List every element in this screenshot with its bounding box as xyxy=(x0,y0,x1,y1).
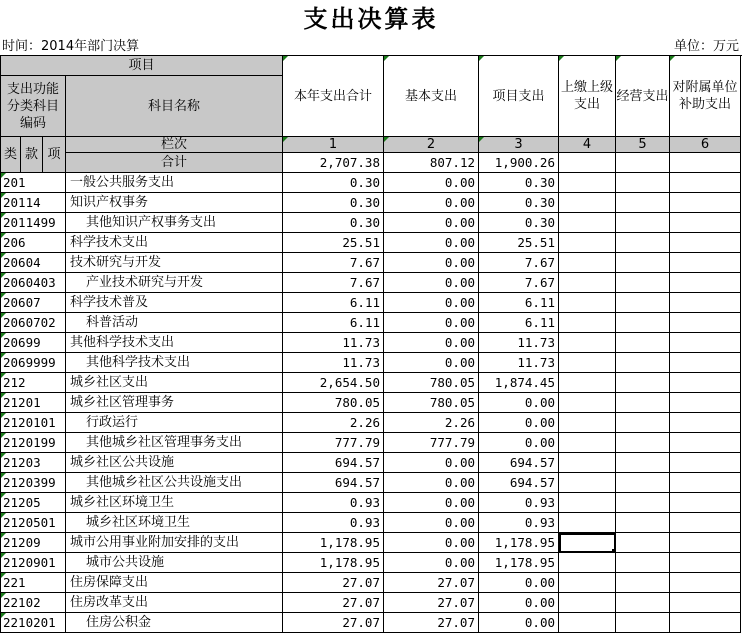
table-row xyxy=(1,573,741,593)
empty-cell[interactable] xyxy=(670,153,741,173)
header-xiang: 项 xyxy=(43,137,66,173)
row-operating[interactable] xyxy=(616,573,670,593)
row-project[interactable]: 0.00 xyxy=(479,393,559,413)
basic-sum[interactable]: 807.12 xyxy=(384,153,479,173)
table-row xyxy=(1,253,741,273)
row-total[interactable]: 1,178.95 xyxy=(283,553,384,573)
table-title: 支出决算表 xyxy=(303,4,439,33)
row-project[interactable]: 0.00 xyxy=(479,613,559,633)
expenditure-table xyxy=(0,55,741,633)
row-upper[interactable] xyxy=(559,193,616,213)
row-subsidy[interactable] xyxy=(670,453,741,473)
row-basic[interactable]: 0.00 xyxy=(384,173,479,193)
row-operating[interactable] xyxy=(616,213,670,233)
row-code[interactable]: 20699 xyxy=(1,333,66,353)
row-operating[interactable] xyxy=(616,373,670,393)
row-upper[interactable] xyxy=(559,173,616,193)
row-basic[interactable]: 0.00 xyxy=(384,513,479,533)
row-subsidy[interactable] xyxy=(670,433,741,453)
row-project[interactable]: 0.00 xyxy=(479,573,559,593)
header-lanci: 栏次 xyxy=(66,137,283,153)
row-subsidy[interactable] xyxy=(670,333,741,353)
row-basic[interactable]: 0.00 xyxy=(384,253,479,273)
row-code[interactable]: 2011499 xyxy=(1,213,66,233)
col-num-1: 1 xyxy=(283,137,384,153)
row-subsidy[interactable] xyxy=(670,613,741,633)
project-sum[interactable]: 1,900.26 xyxy=(479,153,559,173)
row-subject-name[interactable]: 其他科学技术支出 xyxy=(66,353,283,373)
row-code[interactable]: 21205 xyxy=(1,493,66,513)
total-sum[interactable]: 2,707.38 xyxy=(283,153,384,173)
row-upper[interactable] xyxy=(559,553,616,573)
row-upper[interactable] xyxy=(559,293,616,313)
row-operating[interactable] xyxy=(616,533,670,553)
table-row xyxy=(1,493,741,513)
table-row xyxy=(1,193,741,213)
row-total[interactable]: 27.07 xyxy=(283,573,384,593)
col-num-5: 5 xyxy=(616,137,670,153)
row-basic[interactable]: 0.00 xyxy=(384,313,479,333)
row-operating[interactable] xyxy=(616,613,670,633)
header-basic[interactable]: 基本支出 xyxy=(384,56,479,137)
row-basic[interactable]: 777.79 xyxy=(384,433,479,453)
row-upper[interactable] xyxy=(559,533,616,553)
row-upper[interactable] xyxy=(559,473,616,493)
row-project[interactable]: 0.30 xyxy=(479,213,559,233)
row-code[interactable]: 2060702 xyxy=(1,313,66,333)
table-row xyxy=(1,413,741,433)
row-subject-name[interactable]: 城乡社区公共设施 xyxy=(66,453,283,473)
row-subject-name[interactable]: 住房改革支出 xyxy=(66,593,283,613)
row-project[interactable]: 7.67 xyxy=(479,253,559,273)
header-code-group: 支出功能分类科目编码 xyxy=(1,76,66,137)
row-operating[interactable] xyxy=(616,233,670,253)
row-subsidy[interactable] xyxy=(670,493,741,513)
row-operating[interactable] xyxy=(616,553,670,573)
row-subsidy[interactable] xyxy=(670,213,741,233)
row-basic[interactable]: 0.00 xyxy=(384,553,479,573)
header-kuan: 款 xyxy=(21,137,43,173)
row-code[interactable]: 2120501 xyxy=(1,513,66,533)
row-subject-name[interactable]: 行政运行 xyxy=(66,413,283,433)
row-total[interactable]: 694.57 xyxy=(283,473,384,493)
unit-label: 单位：万元 xyxy=(673,39,739,54)
row-code[interactable]: 2210201 xyxy=(1,613,66,633)
row-subject-name[interactable]: 住房保障支出 xyxy=(66,573,283,593)
row-total[interactable]: 6.11 xyxy=(283,293,384,313)
row-project[interactable]: 0.93 xyxy=(479,493,559,513)
table-row xyxy=(1,533,741,553)
row-upper[interactable] xyxy=(559,213,616,233)
row-operating[interactable] xyxy=(616,393,670,413)
row-upper[interactable] xyxy=(559,333,616,353)
row-operating[interactable] xyxy=(616,473,670,493)
row-upper[interactable] xyxy=(559,273,616,293)
col-num-2: 2 xyxy=(384,137,479,153)
row-total[interactable]: 780.05 xyxy=(283,393,384,413)
row-basic[interactable]: 0.00 xyxy=(384,353,479,373)
row-project[interactable]: 6.11 xyxy=(479,293,559,313)
row-project[interactable]: 11.73 xyxy=(479,333,559,353)
row-code[interactable]: 20607 xyxy=(1,293,66,313)
row-total[interactable]: 2,654.50 xyxy=(283,373,384,393)
row-basic[interactable]: 0.00 xyxy=(384,233,479,253)
col-num-3: 3 xyxy=(479,137,559,153)
empty-cell[interactable] xyxy=(559,153,616,173)
row-operating[interactable] xyxy=(616,173,670,193)
row-project[interactable]: 7.67 xyxy=(479,273,559,293)
row-upper[interactable] xyxy=(559,513,616,533)
table-row xyxy=(1,293,741,313)
row-project[interactable]: 694.57 xyxy=(479,453,559,473)
info-row xyxy=(0,38,742,55)
row-total[interactable]: 0.30 xyxy=(283,213,384,233)
row-total[interactable]: 694.57 xyxy=(283,453,384,473)
row-subsidy[interactable] xyxy=(670,353,741,373)
row-subject-name[interactable]: 住房公积金 xyxy=(66,613,283,633)
row-subsidy[interactable] xyxy=(670,533,741,553)
row-upper[interactable] xyxy=(559,353,616,373)
row-total[interactable]: 25.51 xyxy=(283,233,384,253)
row-total[interactable]: 0.30 xyxy=(283,173,384,193)
row-basic[interactable]: 0.00 xyxy=(384,333,479,353)
row-subject-name[interactable]: 技术研究与开发 xyxy=(66,253,283,273)
row-subject-name[interactable]: 其他知识产权事务支出 xyxy=(66,213,283,233)
row-subject-name[interactable]: 科学技术支出 xyxy=(66,233,283,253)
empty-cell[interactable] xyxy=(616,153,670,173)
header-project-exp[interactable]: 项目支出 xyxy=(479,56,559,137)
row-subsidy[interactable] xyxy=(670,273,741,293)
row-upper[interactable] xyxy=(559,453,616,473)
row-code[interactable]: 2060403 xyxy=(1,273,66,293)
row-subsidy[interactable] xyxy=(670,513,741,533)
row-subject-name[interactable]: 其他城乡社区管理事务支出 xyxy=(66,433,283,453)
header-subject-name: 科目名称 xyxy=(66,76,283,137)
row-basic[interactable]: 2.26 xyxy=(384,413,479,433)
row-project[interactable]: 0.00 xyxy=(479,413,559,433)
row-operating[interactable] xyxy=(616,453,670,473)
row-subsidy[interactable] xyxy=(670,553,741,573)
row-project[interactable]: 0.30 xyxy=(479,173,559,193)
table-row xyxy=(1,613,741,633)
row-operating[interactable] xyxy=(616,433,670,453)
row-operating[interactable] xyxy=(616,593,670,613)
row-basic[interactable]: 27.07 xyxy=(384,613,479,633)
row-operating[interactable] xyxy=(616,253,670,273)
row-subsidy[interactable] xyxy=(670,593,741,613)
row-subsidy[interactable] xyxy=(670,193,741,213)
row-subject-name[interactable]: 城市公共设施 xyxy=(66,553,283,573)
row-project[interactable]: 0.30 xyxy=(479,193,559,213)
row-total[interactable]: 11.73 xyxy=(283,353,384,373)
row-subsidy[interactable] xyxy=(670,373,741,393)
row-subject-name[interactable]: 城乡社区环境卫生 xyxy=(66,493,283,513)
row-upper[interactable] xyxy=(559,493,616,513)
row-code[interactable]: 2120101 xyxy=(1,413,66,433)
table-row xyxy=(1,553,741,573)
row-basic[interactable]: 0.00 xyxy=(384,473,479,493)
row-operating[interactable] xyxy=(616,353,670,373)
header-project: 项目 xyxy=(1,56,283,76)
table-row xyxy=(1,393,741,413)
col-num-4: 4 xyxy=(559,137,616,153)
row-subsidy[interactable] xyxy=(670,473,741,493)
row-subsidy[interactable] xyxy=(670,253,741,273)
table-row xyxy=(1,593,741,613)
row-operating[interactable] xyxy=(616,293,670,313)
row-project[interactable]: 11.73 xyxy=(479,353,559,373)
table-row xyxy=(1,173,741,193)
row-project[interactable]: 1,178.95 xyxy=(479,553,559,573)
row-basic[interactable]: 0.00 xyxy=(384,493,479,513)
row-code[interactable]: 201 xyxy=(1,173,66,193)
row-code[interactable]: 2120199 xyxy=(1,433,66,453)
row-total[interactable]: 6.11 xyxy=(283,313,384,333)
row-basic[interactable]: 780.05 xyxy=(384,373,479,393)
row-basic[interactable]: 0.00 xyxy=(384,273,479,293)
header-upper[interactable]: 上缴上级支出 xyxy=(559,56,616,137)
row-code[interactable]: 206 xyxy=(1,233,66,253)
row-project[interactable]: 694.57 xyxy=(479,473,559,493)
row-basic[interactable]: 0.00 xyxy=(384,453,479,473)
row-subject-name[interactable]: 科普活动 xyxy=(66,313,283,333)
row-upper[interactable] xyxy=(559,573,616,593)
row-basic[interactable]: 0.00 xyxy=(384,193,479,213)
row-upper[interactable] xyxy=(559,373,616,393)
row-basic[interactable]: 0.00 xyxy=(384,293,479,313)
row-project[interactable]: 0.00 xyxy=(479,433,559,453)
row-subject-name[interactable]: 一般公共服务支出 xyxy=(66,173,283,193)
table-row xyxy=(1,273,741,293)
row-total[interactable]: 7.67 xyxy=(283,273,384,293)
row-code[interactable]: 212 xyxy=(1,373,66,393)
row-upper[interactable] xyxy=(559,613,616,633)
header-total[interactable]: 本年支出合计 xyxy=(283,56,384,137)
table-row xyxy=(1,353,741,373)
row-code[interactable]: 2069999 xyxy=(1,353,66,373)
row-project[interactable]: 1,178.95 xyxy=(479,533,559,553)
row-project[interactable]: 0.00 xyxy=(479,593,559,613)
header-subsidy[interactable]: 对附属单位补助支出 xyxy=(670,56,741,137)
row-subsidy[interactable] xyxy=(670,293,741,313)
table-row xyxy=(1,213,741,233)
row-operating[interactable] xyxy=(616,513,670,533)
row-subsidy[interactable] xyxy=(670,233,741,253)
row-upper[interactable] xyxy=(559,313,616,333)
row-operating[interactable] xyxy=(616,493,670,513)
row-total[interactable]: 27.07 xyxy=(283,613,384,633)
row-total[interactable]: 7.67 xyxy=(283,253,384,273)
table-row xyxy=(1,233,741,253)
row-subject-name[interactable]: 其他科学技术支出 xyxy=(66,333,283,353)
row-operating[interactable] xyxy=(616,273,670,293)
row-basic[interactable]: 27.07 xyxy=(384,593,479,613)
row-upper[interactable] xyxy=(559,393,616,413)
row-operating[interactable] xyxy=(616,313,670,333)
row-total[interactable]: 0.30 xyxy=(283,193,384,213)
time-label: 时间：2014年部门决算 xyxy=(2,39,140,54)
row-code[interactable]: 20114 xyxy=(1,193,66,213)
row-total[interactable]: 11.73 xyxy=(283,333,384,353)
table-row xyxy=(1,433,741,453)
row-project[interactable]: 6.11 xyxy=(479,313,559,333)
row-project[interactable]: 1,874.45 xyxy=(479,373,559,393)
row-basic[interactable]: 27.07 xyxy=(384,573,479,593)
row-subject-name[interactable]: 科学技术普及 xyxy=(66,293,283,313)
table-row xyxy=(1,513,741,533)
row-subject-name[interactable]: 产业技术研究与开发 xyxy=(66,273,283,293)
row-subsidy[interactable] xyxy=(670,313,741,333)
row-total[interactable]: 2.26 xyxy=(283,413,384,433)
row-code[interactable]: 21201 xyxy=(1,393,66,413)
row-total[interactable]: 27.07 xyxy=(283,593,384,613)
table-row xyxy=(1,313,741,333)
row-subject-name[interactable]: 城市公用事业附加安排的支出 xyxy=(66,533,283,553)
row-upper[interactable] xyxy=(559,253,616,273)
row-upper[interactable] xyxy=(559,233,616,253)
row-code[interactable]: 20604 xyxy=(1,253,66,273)
row-project[interactable]: 0.93 xyxy=(479,513,559,533)
row-code[interactable]: 21209 xyxy=(1,533,66,553)
header-operating[interactable]: 经营支出 xyxy=(616,56,670,137)
row-subject-name[interactable]: 知识产权事务 xyxy=(66,193,283,213)
row-code[interactable]: 21203 xyxy=(1,453,66,473)
row-basic[interactable]: 0.00 xyxy=(384,533,479,553)
row-total[interactable]: 1,178.95 xyxy=(283,533,384,553)
row-total[interactable]: 0.93 xyxy=(283,493,384,513)
row-subject-name[interactable]: 其他城乡社区公共设施支出 xyxy=(66,473,283,493)
row-code[interactable]: 2120901 xyxy=(1,553,66,573)
row-subject-name[interactable]: 城乡社区环境卫生 xyxy=(66,513,283,533)
row-upper[interactable] xyxy=(559,413,616,433)
row-code[interactable]: 221 xyxy=(1,573,66,593)
row-basic[interactable]: 780.05 xyxy=(384,393,479,413)
table-row xyxy=(1,373,741,393)
row-code[interactable]: 2120399 xyxy=(1,473,66,493)
table-row xyxy=(1,453,741,473)
row-subsidy[interactable] xyxy=(670,393,741,413)
row-subsidy[interactable] xyxy=(670,413,741,433)
row-operating[interactable] xyxy=(616,333,670,353)
row-upper[interactable] xyxy=(559,433,616,453)
heji-label: 合计 xyxy=(66,153,283,173)
row-upper[interactable] xyxy=(559,593,616,613)
row-subsidy[interactable] xyxy=(670,573,741,593)
row-subsidy[interactable] xyxy=(670,173,741,193)
table-row xyxy=(1,333,741,353)
row-project[interactable]: 25.51 xyxy=(479,233,559,253)
row-operating[interactable] xyxy=(616,413,670,433)
table-row xyxy=(1,473,741,493)
row-subject-name[interactable]: 城乡社区支出 xyxy=(66,373,283,393)
row-subject-name[interactable]: 城乡社区管理事务 xyxy=(66,393,283,413)
row-operating[interactable] xyxy=(616,193,670,213)
row-code[interactable]: 22102 xyxy=(1,593,66,613)
row-total[interactable]: 0.93 xyxy=(283,513,384,533)
col-num-6: 6 xyxy=(670,137,741,153)
row-total[interactable]: 777.79 xyxy=(283,433,384,453)
row-basic[interactable]: 0.00 xyxy=(384,213,479,233)
header-lei: 类 xyxy=(1,137,21,173)
